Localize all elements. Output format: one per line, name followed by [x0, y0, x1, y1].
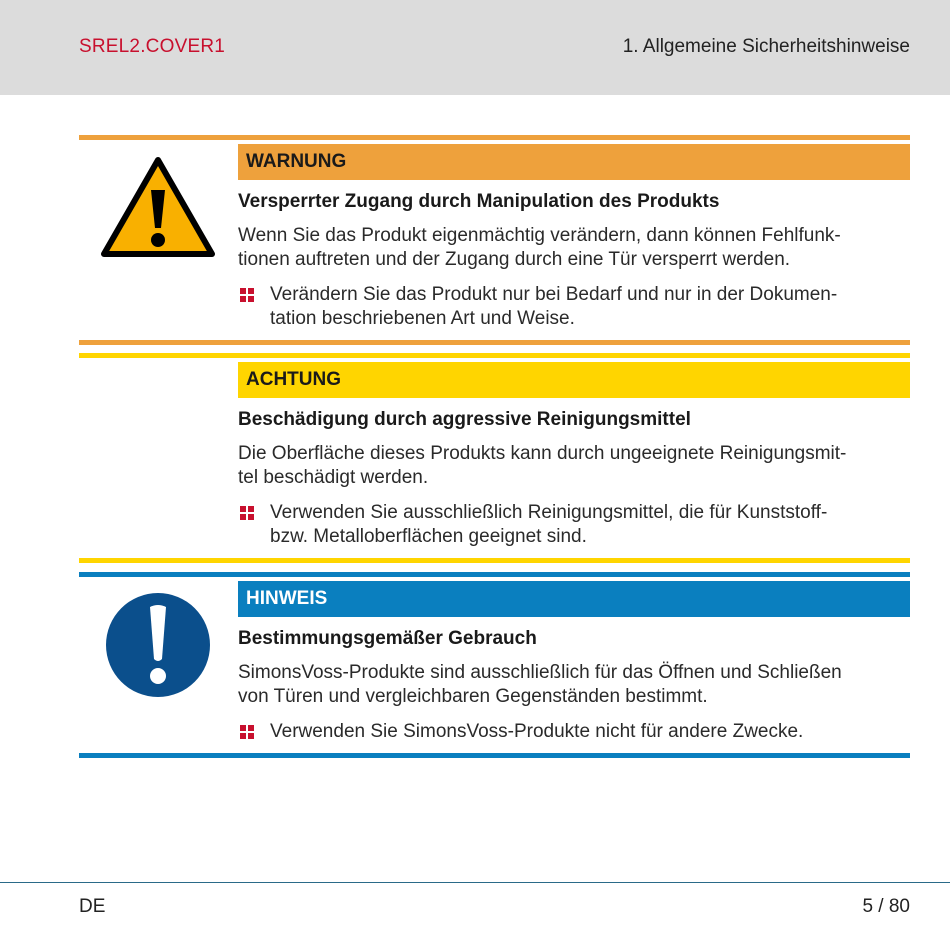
- chapter-title: 1. Allgemeine Sicherheitshinweise: [622, 36, 910, 57]
- page-number: 5 / 80: [862, 896, 910, 917]
- caution-bottom-rule: [79, 558, 910, 563]
- warning-triangle-icon: [100, 156, 216, 258]
- warning-label: WARNUNG: [246, 151, 347, 172]
- caution-body: [238, 442, 910, 490]
- caution-title: Beschädigung durch aggressive Reinigungsmittel: [238, 409, 691, 430]
- notice-body-line: von Türen und vergleichbaren Gegenständen bestimmt.: [238, 686, 708, 707]
- warning-body-line: Wenn Sie das Produkt eigenmächtig verändern, dann können Fehlfunk-: [238, 225, 841, 246]
- warning-body: [238, 224, 910, 272]
- exclamation-circle-icon: [102, 589, 214, 701]
- notice-banner: [238, 581, 910, 617]
- warning-top-rule: [79, 135, 910, 140]
- warning-bottom-rule: [79, 340, 910, 345]
- bullet-icon: [240, 288, 254, 302]
- notice-label: HINWEIS: [246, 588, 328, 609]
- notice-top-rule: [79, 572, 910, 577]
- notice-body-line: SimonsVoss-Produkte sind ausschließlich für das Öffnen und Schließen: [238, 662, 842, 683]
- notice-title: Bestimmungsgemäßer Gebrauch: [238, 628, 537, 649]
- warning-title: Versperrter Zugang durch Manipulation des Produkts: [238, 191, 720, 212]
- caution-label: ACHTUNG: [246, 369, 341, 390]
- caution-body-line: Die Oberfläche dieses Produkts kann durch ungeeignete Reinigungsmit-: [238, 443, 847, 464]
- bullet-icon: [240, 506, 254, 520]
- warning-instruction-line: tation beschriebenen Art und Weise.: [270, 308, 575, 329]
- notice-instruction: [270, 720, 910, 744]
- caution-top-rule: [79, 353, 910, 358]
- caution-instruction-line: bzw. Metalloberflächen geeignet sind.: [270, 526, 587, 547]
- notice-body: [238, 661, 910, 709]
- warning-instruction-line: Verändern Sie das Produkt nur bei Bedarf und nur in der Dokumen-: [270, 284, 838, 305]
- warning-body-line: tionen auftreten und der Zugang durch eine Tür versperrt werden.: [238, 249, 791, 270]
- warning-banner: [238, 144, 910, 180]
- page-header: [0, 0, 950, 95]
- document-id: SREL2.COVER1: [79, 36, 226, 57]
- warning-instruction: [270, 283, 910, 331]
- caution-banner: [238, 362, 910, 398]
- notice-instruction-line: Verwenden Sie SimonsVoss-Produkte nicht für andere Zwecke.: [270, 721, 804, 742]
- caution-instruction-line: Verwenden Sie ausschließlich Reinigungsmittel, die für Kunststoff-: [270, 502, 828, 523]
- footer-divider: [0, 882, 950, 883]
- caution-instruction: [270, 501, 910, 549]
- caution-body-line: tel beschädigt werden.: [238, 467, 429, 488]
- notice-bottom-rule: [79, 753, 910, 758]
- footer-language: DE: [79, 896, 106, 917]
- bullet-icon: [240, 725, 254, 739]
